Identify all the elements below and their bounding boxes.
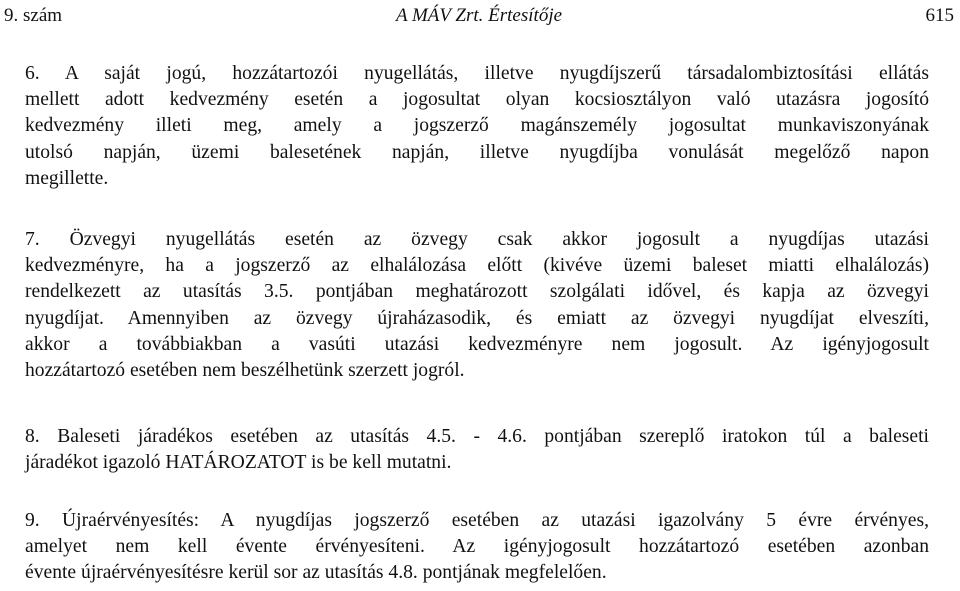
text-line: akkor a továbbiakban a vasúti utazási kedvezményre nem jogosult. Az igényjogosult (25, 333, 929, 355)
text-line: utolsó napján, üzemi balesetének napján, illetve nyugdíjba vonulását megelőző napon (25, 141, 929, 163)
text-line: nyugdíjat. Amennyiben az özvegy újraházasodik, és emiatt az özvegyi nyugdíjat elveszíti, (25, 307, 929, 329)
text-line: 7. Özvegyi nyugellátás esetén az özvegy csak akkor jogosult a nyugdíjas utazási (25, 229, 929, 250)
issue-number: 9. szám (4, 5, 63, 26)
paragraph-6 (25, 61, 929, 192)
text-line: 9. Újraérvényesítés: A nyugdíjas jogszerző esetében az utazási igazolvány 5 évre érvényes, (25, 510, 929, 531)
text-line: évente újraérvényesítésre kerül sor az utasítás 4.8. pontjának megfelelően. (25, 562, 607, 584)
paragraph-7 (25, 227, 929, 384)
text-line: járadékot igazoló HATÁROZATOT is be kell mutatni. (25, 452, 452, 474)
text-line: mellett adott kedvezmény esetén a jogosultat olyan kocsiosztályon való utazásra jogosító (25, 89, 929, 111)
text-line: hozzátartozó esetében nem beszélhetünk szerzett jogról. (25, 360, 465, 382)
text-line: kedvezményre, ha a jogszerző az elhalálozása előtt (kivéve üzemi baleset miatti elhalálozás) (25, 255, 929, 277)
text-line: rendelkezett az utasítás 3.5. pontjában meghatározott szolgálati idővel, és kapja az özvegyi (25, 281, 929, 303)
paragraph-9 (25, 508, 929, 587)
text-line: 8. Baleseti járadékos esetében az utasítás 4.5. - 4.6. pontjában szereplő iratokon túl a baleseti (25, 426, 929, 447)
publication-title: A MÁV Zrt. Értesítője (395, 5, 563, 26)
text-line: kedvezmény illeti meg, amely a jogszerző magánszemély jogosultat munkaviszonyának (25, 115, 929, 137)
page-number: 615 (925, 5, 954, 26)
text-line: megillette. (25, 167, 109, 189)
page-header (4, 4, 954, 28)
text-line: 6. A saját jogú, hozzátartozói nyugellátás, illetve nyugdíjszerű társadalombiztosítási ellátás (25, 63, 929, 84)
paragraph-8 (25, 424, 929, 476)
text-line: amelyet nem kell évente érvényesíteni. Az igényjogosult hozzátartozó esetében azonban (25, 536, 929, 558)
